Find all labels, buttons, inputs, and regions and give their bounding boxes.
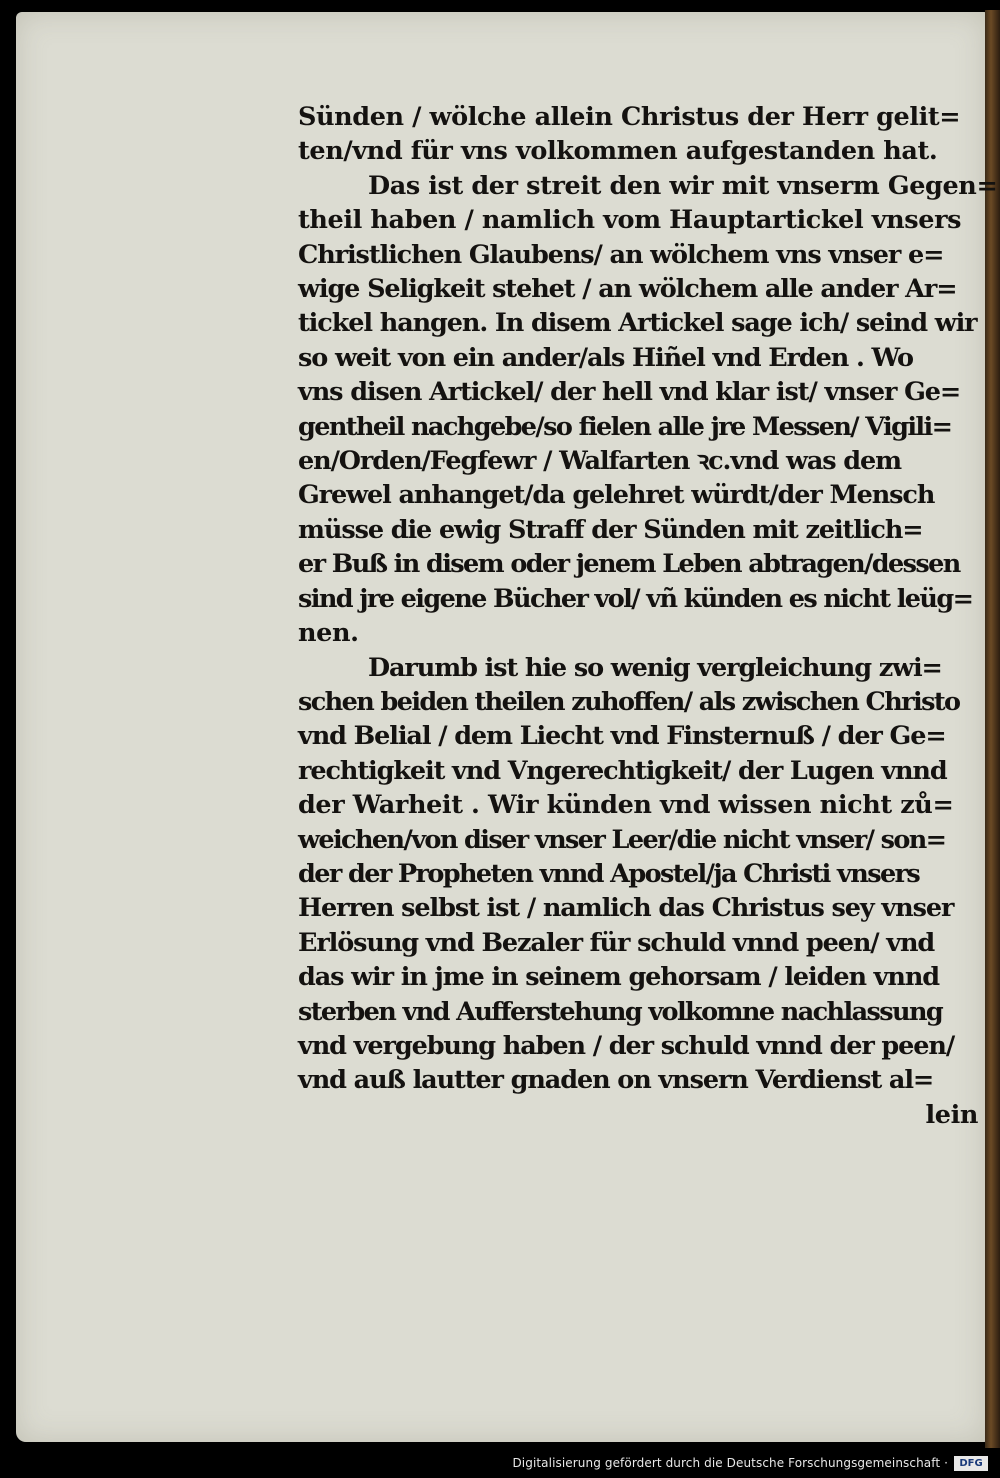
text-line: Erlösung vnd Bezaler für schuld vnnd peen/ vnd bbox=[298, 927, 935, 958]
text-line: vns disen Artickel/ der hell vnd klar ist/ vnser Ge= bbox=[298, 377, 961, 408]
text-line: er Buß in disem oder jenem Leben abtragen/dessen bbox=[298, 549, 960, 580]
text-line: Das ist der streit den wir mit vnserm Gegen= bbox=[368, 170, 998, 201]
text-line: wige Seligkeit stehet / an wölchem alle ander Ar= bbox=[298, 274, 957, 305]
text-line: vnd vergebung haben / der schuld vnnd der peen/ bbox=[298, 1030, 955, 1061]
text-line: sind jre eigene Bücher vol/ vñ künden es nicht leüg= bbox=[298, 583, 973, 614]
text-block bbox=[298, 100, 998, 1132]
text-line: ten/vnd für vns volkommen aufgestanden hat. bbox=[298, 136, 938, 167]
text-line: vnd auß lautter gnaden on vnsern Verdienst al= bbox=[298, 1065, 934, 1096]
text-line: Grewel anhanget/da gelehret würdt/der Mensch bbox=[298, 480, 935, 511]
text-line: gentheil nachgebe/so fielen alle jre Messen/ Vigili= bbox=[298, 411, 952, 442]
text-line: der der Propheten vnnd Apostel/ja Christi vnsers bbox=[298, 858, 920, 889]
text-line: Sünden / wölche allein Christus der Herr gelit= bbox=[298, 102, 961, 132]
text-line: sterben vnd Aufferstehung volkomne nachlassung bbox=[298, 996, 943, 1027]
dfg-logo: DFG bbox=[954, 1456, 988, 1471]
text-line: nen. bbox=[298, 618, 359, 649]
text-line: Darumb ist hie so wenig vergleichung zwi= bbox=[368, 652, 942, 683]
text-line: der Warheit . Wir künden vnd wissen nicht zů= bbox=[298, 790, 954, 821]
text-line: Herren selbst ist / namlich das Christus sey vnser bbox=[298, 893, 954, 924]
text-line: rechtigkeit vnd Vngerechtigkeit/ der Lugen vnnd bbox=[298, 755, 947, 786]
catchword: lein bbox=[925, 1099, 978, 1130]
text-line: Christlichen Glaubens/ an wölchem vns vnser e= bbox=[298, 239, 944, 270]
text-line: müsse die ewig Straff der Sünden mit zeitlich= bbox=[298, 514, 923, 545]
text-line: en/Orden/Fegfewr / Walfarten ꝛc.vnd was dem bbox=[298, 446, 902, 477]
footer-credit: Digitalisierung gefördert durch die Deutsche Forschungsgemeinschaft · bbox=[512, 1456, 948, 1470]
text-line: das wir in jme in seinem gehorsam / leiden vnnd bbox=[298, 962, 940, 993]
text-line: vnd Belial / dem Liecht vnd Finsternuß / der Ge= bbox=[298, 721, 946, 752]
text-line: schen beiden theilen zuhoffen/ als zwischen Christo bbox=[298, 686, 960, 717]
text-line: tickel hangen. In disem Artickel sage ich/ seind wir bbox=[298, 308, 977, 339]
text-line: weichen/von diser vnser Leer/die nicht vnser/ son= bbox=[298, 824, 946, 855]
text-line: so weit von ein ander/als Hiñel vnd Erden . Wo bbox=[298, 342, 913, 373]
text-line: theil haben / namlich vom Hauptartickel vnsers bbox=[298, 205, 962, 236]
footer-bar bbox=[0, 1452, 1000, 1478]
